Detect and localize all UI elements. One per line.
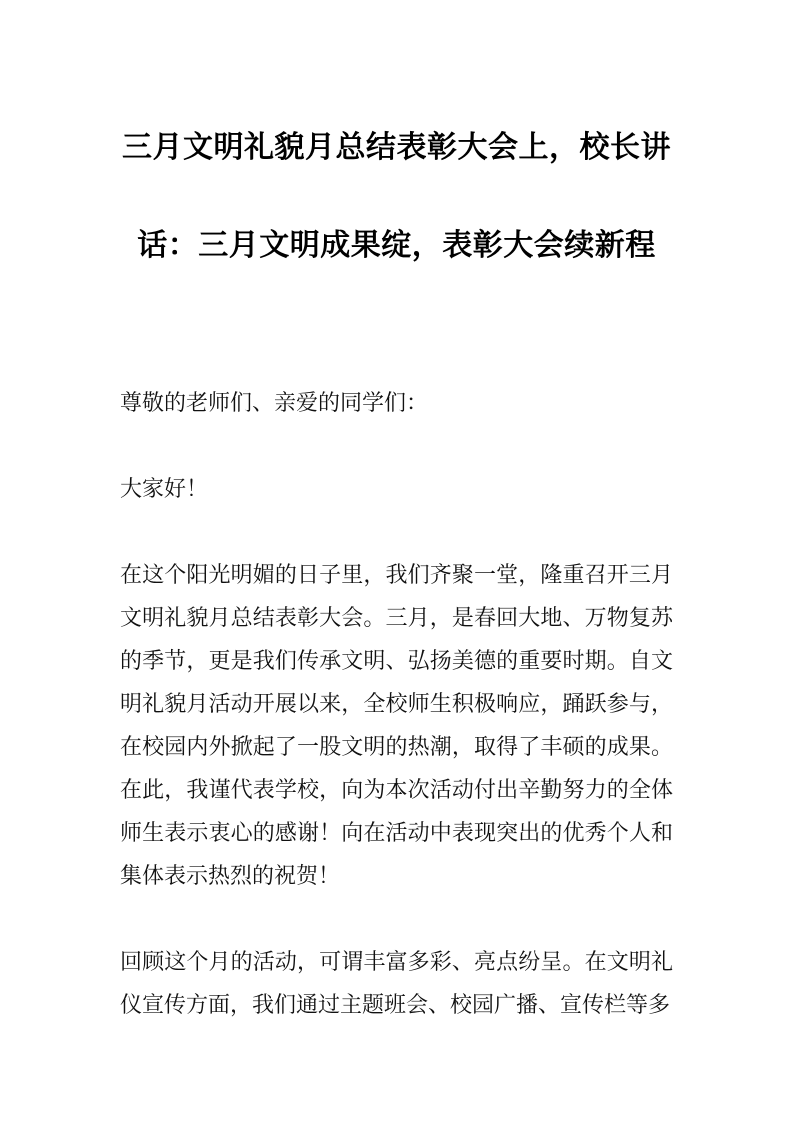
page-title [120, 99, 673, 295]
page-title-line-2: 话：三月文明成果绽，表彰大会续新程 [137, 229, 656, 262]
salutation-paragraph: 尊敬的老师们、亲爱的同学们： [120, 390, 429, 415]
opening-thanks-paragraph: 在这个阳光明媚的日子里，我们齐聚一堂，隆重召开三月文明礼貌月总结表彰大会。三月，是春回大地、万物复苏的季节，更是我们传承文明、弘扬美德的重要时期。自文明礼貌月活动开展以来，全校师生积极响应，踊跃参与，在校园内外掀起了一股文明的热潮，取得了丰硕的成果。在此，我谨代表学校，向为本次活动付出辛勤努力的全体师生表示衷心的感谢！向在活动中表现突出的优秀个人和集体表示热烈的祝贺！ [120, 562, 673, 888]
greeting-paragraph: 大家好！ [120, 476, 209, 501]
page-title-line-1: 三月文明礼貌月总结表彰大会上，校长讲 [122, 131, 671, 164]
activity-review-paragraph: 回顾这个月的活动，可谓丰富多彩、亮点纷呈。在文明礼仪宣传方面，我们通过主题班会、校园广播、宣传栏等多 [120, 949, 673, 1017]
